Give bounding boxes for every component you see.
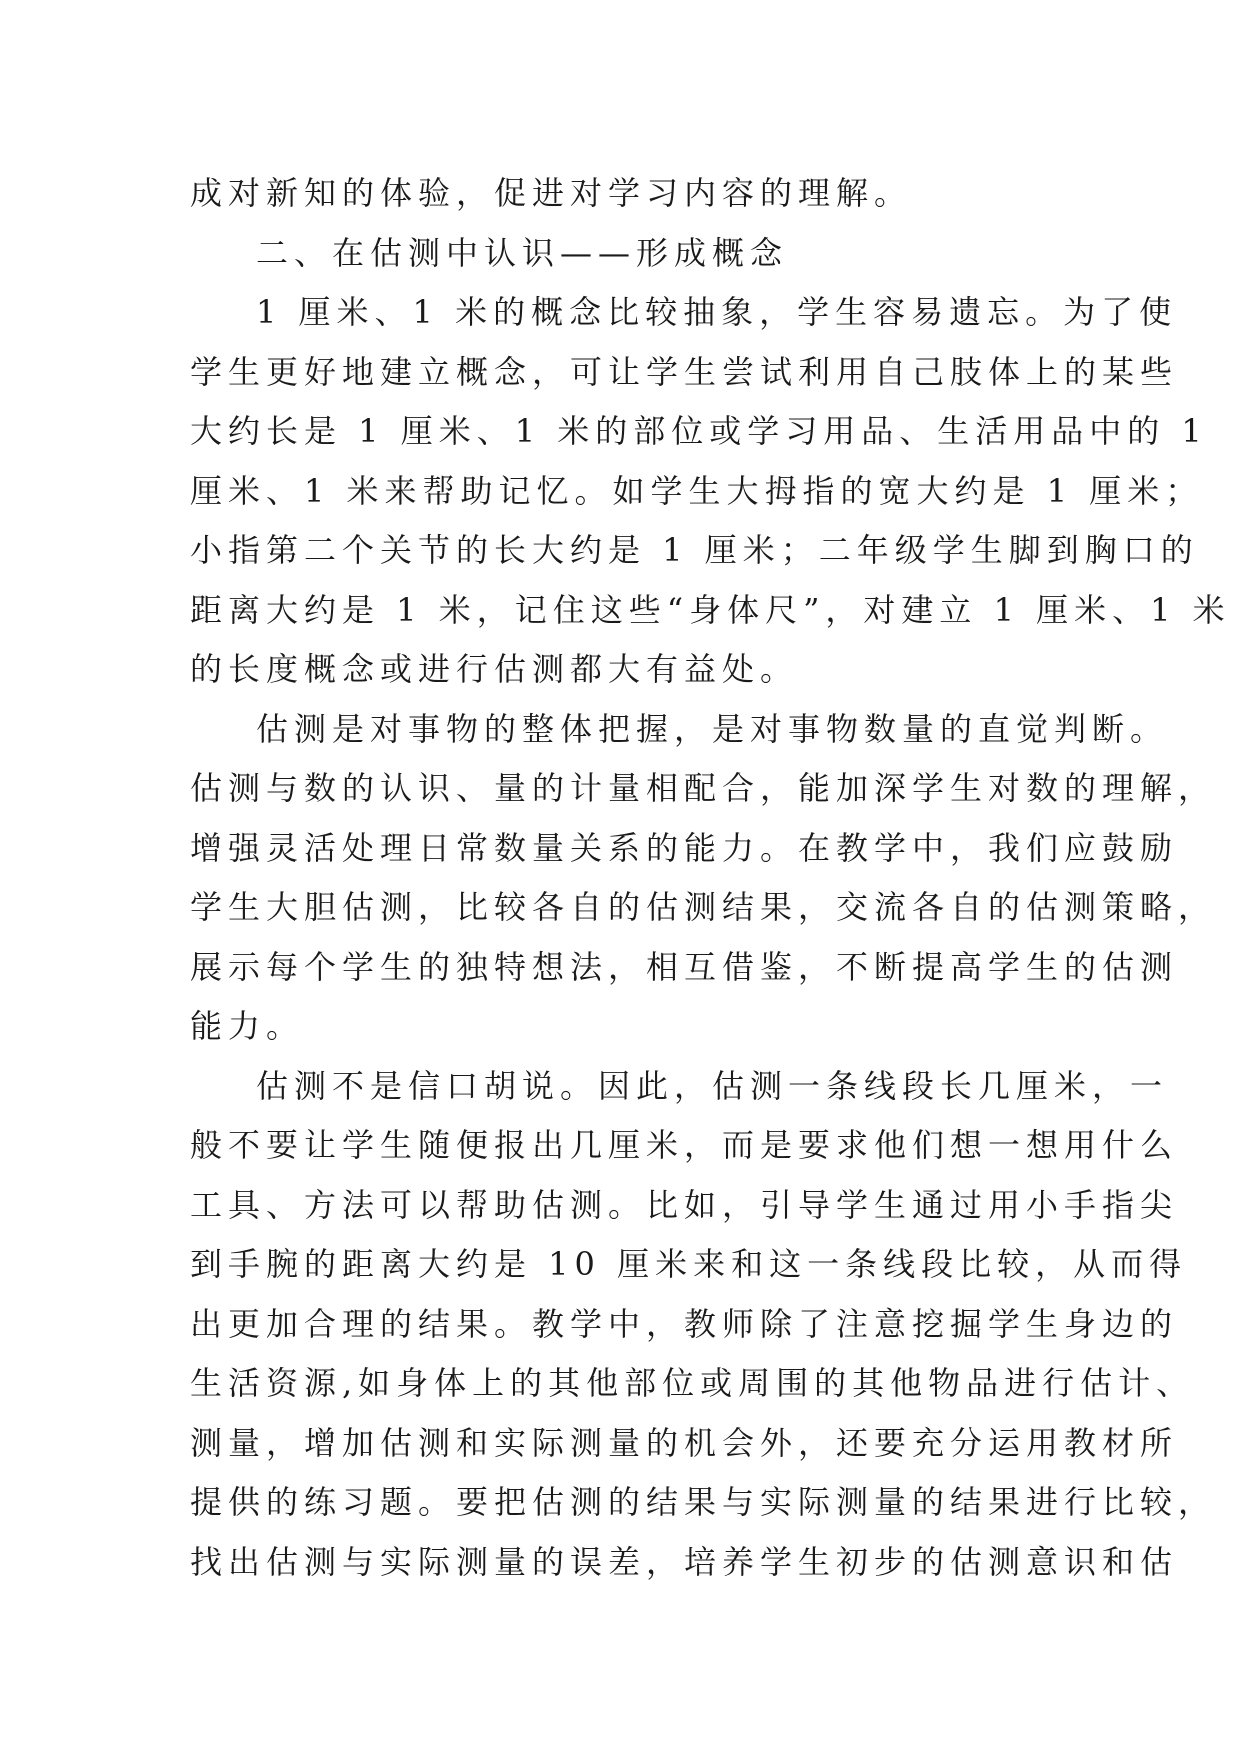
text-line: 到手腕的距离大约是 10 厘米来和这一条线段比较，从而得 [190, 1245, 1188, 1283]
text-line: 距离大约是 1 米，记住这些“身体尺”，对建立 1 厘米、1 米 [190, 590, 1231, 629]
text-line: 1 厘米、1 米的概念比较抽象，学生容易遗忘。为了使 [256, 293, 1178, 331]
body-text [190, 164, 1231, 1592]
text-line: 估测不是信口胡说。因此，估测一条线段长几厘米，一 [256, 1066, 1169, 1105]
text-line: 测量，增加估测和实际测量的机会外，还要充分运用教材所 [190, 1423, 1179, 1462]
text-line: 的长度概念或进行估测都大有益处。 [190, 650, 799, 688]
text-line: 估测与数的认识、量的计量相配合，能加深学生对数的理解， [190, 769, 1217, 807]
text-line: 出更加合理的结果。教学中，教师除了注意挖掘学生身边的 [190, 1304, 1179, 1343]
text-line: 学生大胆估测，比较各自的估测结果，交流各自的估测策略， [190, 888, 1217, 926]
text-line: 工具、方法可以帮助估测。比如，引导学生通过用小手指尖 [190, 1185, 1179, 1224]
text-line: 般不要让学生随便报出几厘米，而是要求他们想一想用什么 [190, 1126, 1179, 1164]
text-line: 厘米、1 米来帮助记忆。如学生大拇指的宽大约是 1 厘米； [190, 471, 1204, 510]
text-line: 小指第二个关节的长大约是 1 厘米；二年级学生脚到胸口的 [190, 531, 1199, 569]
text-line: 成对新知的体验，促进对学习内容的理解。 [190, 174, 913, 212]
text-line: 生活资源,如身体上的其他部位或周围的其他物品进行估计、 [190, 1364, 1195, 1402]
text-line: 能力。 [190, 1007, 305, 1045]
text-line: 学生更好地建立概念，可让学生尝试利用自己肢体上的某些 [190, 352, 1179, 391]
text-line: 增强灵活处理日常数量关系的能力。在教学中，我们应鼓励 [190, 828, 1179, 867]
text-line: 提供的练习题。要把估测的结果与实际测量的结果进行比较， [190, 1483, 1217, 1521]
text-line: 大约长是 1 厘米、1 米的部位或学习用品、生活用品中的 1 [190, 412, 1208, 450]
text-line: 找出估测与实际测量的误差，培养学生初步的估测意识和估 [190, 1542, 1179, 1581]
section-heading: 二、在估测中认识——形成概念 [256, 233, 789, 272]
text-line: 展示每个学生的独特想法，相互借鉴，不断提高学生的估测 [190, 947, 1179, 986]
text-line: 估测是对事物的整体把握，是对事物数量的直觉判断。 [256, 709, 1169, 748]
